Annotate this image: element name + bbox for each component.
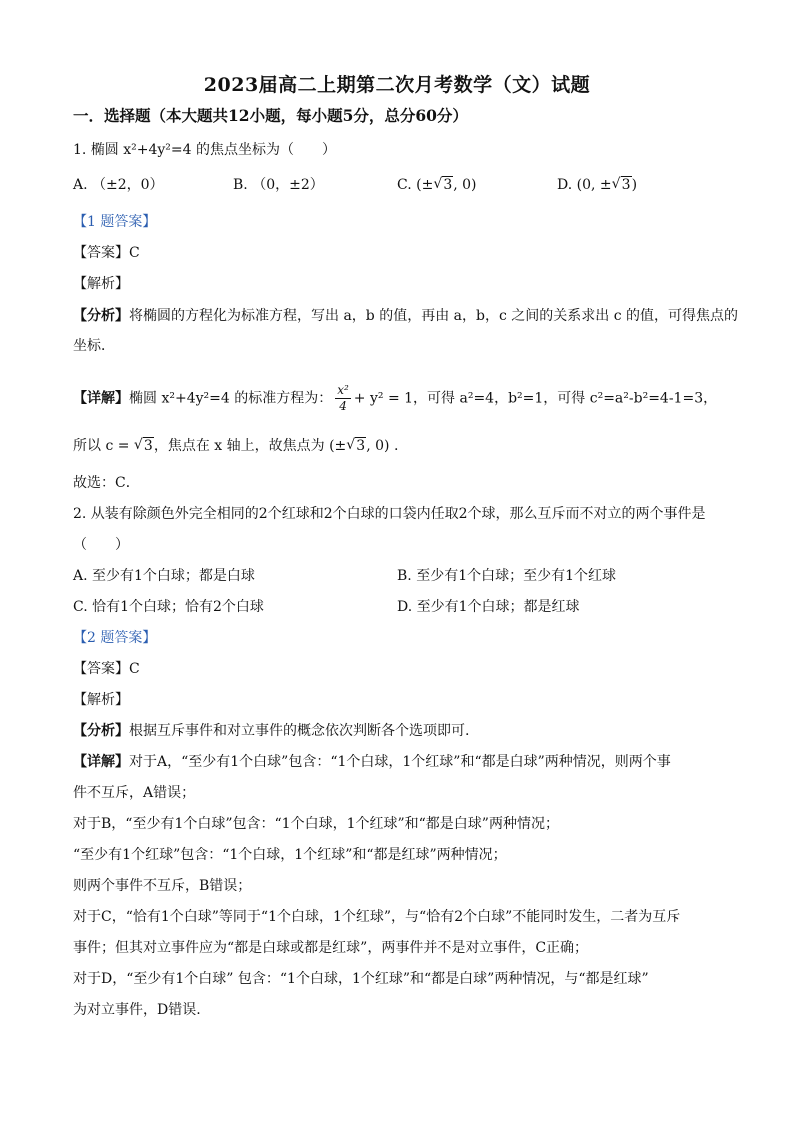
option-c-post: , 0) xyxy=(453,177,477,193)
option-d-post: ) xyxy=(631,177,638,193)
question-1-analysis-header: 【解析】 xyxy=(73,276,129,292)
question-2-detail-3: 对于B，“至少有1个白球”包含：“1个白球，1个红球”和“都是白球”两种情况； xyxy=(73,816,559,832)
so-mid: ，焦点在 x 轴上，故焦点为 (± xyxy=(153,438,347,454)
fenxi-text: 将椭圆的方程化为标准方程，写出 a，b 的值，再由 a，b，c 之间的关系求出 c 的值，可得焦点的 xyxy=(129,308,738,324)
question-2-option-a: A. 至少有1个白球；都是白球 xyxy=(73,568,255,584)
question-2-fenxi xyxy=(73,721,469,741)
so-post: , 0) . xyxy=(366,438,399,454)
sqrt-symbol xyxy=(612,175,632,195)
so-radicand: 3 xyxy=(143,438,153,454)
question-1-option-d xyxy=(557,175,637,195)
option-d-pre: (0, ± xyxy=(576,177,612,193)
fraction-numerator: x² xyxy=(337,383,349,397)
detail-tag: 【详解】 xyxy=(73,390,129,407)
question-1-option-c xyxy=(397,175,477,195)
question-2-detail-5: 则两个事件不互斥，B错误； xyxy=(73,878,252,894)
question-2-detail-1 xyxy=(73,752,671,772)
question-2-option-b: B. 至少有1个白球；至少有1个红球 xyxy=(397,568,617,584)
detail-text: 对于A，“至少有1个白球”包含：“1个白球，1个红球”和“都是白球”两种情况，则两个事 xyxy=(129,754,671,770)
option-d-radicand: 3 xyxy=(621,177,631,193)
question-2-detail-8: 对于D，“至少有1个白球” 包含：“1个白球，1个红球”和“都是白球”两种情况，与“都是红球” xyxy=(73,971,649,987)
question-1-choose: 故选：C． xyxy=(73,475,140,491)
fenxi-text: 根据互斥事件和对立事件的概念依次判断各个选项即可. xyxy=(129,723,470,739)
question-2-stem: 2. 从装有除颜色外完全相同的2个红球和2个白球的口袋内任取2个球，那么互斥而不对立的两个事件是 xyxy=(73,506,706,522)
question-2-detail-9: 为对立事件，D错误. xyxy=(73,1002,201,1018)
question-2-answer-header: 【2 题答案】 xyxy=(73,630,157,646)
fenxi-tag: 【分析】 xyxy=(73,723,129,739)
question-2-analysis-header: 【解析】 xyxy=(73,692,129,708)
so-radicand-2: 3 xyxy=(356,438,366,454)
question-1-fenxi-cont: 坐标． xyxy=(73,338,115,354)
question-1-answer: 【答案】C xyxy=(73,245,140,261)
sqrt-symbol xyxy=(134,436,154,456)
option-c-label: C. xyxy=(397,177,412,193)
question-2-detail-2: 件不互斥，A错误； xyxy=(73,785,196,801)
detail-tag: 【详解】 xyxy=(73,754,129,770)
question-1-fenxi xyxy=(73,306,738,326)
option-c-pre: (± xyxy=(416,177,434,193)
page-title: 2023届高二上期第二次月考数学（文）试题 xyxy=(203,74,591,96)
section-heading: 一．选择题（本大题共12小题，每小题5分，总分60分） xyxy=(73,106,468,125)
question-1-conclusion xyxy=(73,436,398,456)
question-1-option-a: A. （±2，0） xyxy=(73,177,164,193)
detail-post: + y² = 1，可得 a²=4，b²=1，可得 c²=a²-b²=4-1=3， xyxy=(353,390,718,407)
question-1-answer-header: 【1 题答案】 xyxy=(73,214,157,230)
question-2-answer: 【答案】C xyxy=(73,661,140,677)
question-1-stem: 1. 椭圆 x²+4y²=4 的焦点坐标为（ ） xyxy=(73,142,337,158)
question-1-detail xyxy=(73,383,717,414)
question-2-option-c: C. 恰有1个白球；恰有2个白球 xyxy=(73,599,264,615)
detail-pre: 椭圆 x²+4y²=4 的标准方程为： xyxy=(129,390,333,407)
sqrt-symbol xyxy=(433,175,453,195)
sqrt-symbol xyxy=(346,436,366,456)
fraction-denominator: 4 xyxy=(339,399,347,413)
question-2-detail-6: 对于C，“恰有1个白球”等同于“1个白球，1个红球”，与“恰有2个白球”不能同时发生，二者为互斥 xyxy=(73,909,681,925)
question-2-detail-7: 事件；但其对立事件应为“都是白球或都是红球”，两事件并不是对立事件，C正确； xyxy=(73,940,589,956)
fenxi-tag: 【分析】 xyxy=(73,308,129,324)
option-c-radicand: 3 xyxy=(443,177,453,193)
question-1-option-b: B. （0，±2） xyxy=(233,177,324,193)
question-2-detail-4: “至少有1个红球”包含：“1个白球，1个红球”和“都是红球”两种情况； xyxy=(73,847,507,863)
question-2-option-d: D. 至少有1个白球；都是红球 xyxy=(397,599,580,615)
fraction xyxy=(335,383,351,414)
so-pre: 所以 c = xyxy=(73,438,134,454)
question-2-stem-cont: （ ） xyxy=(73,537,129,553)
option-d-label: D. xyxy=(557,177,573,193)
